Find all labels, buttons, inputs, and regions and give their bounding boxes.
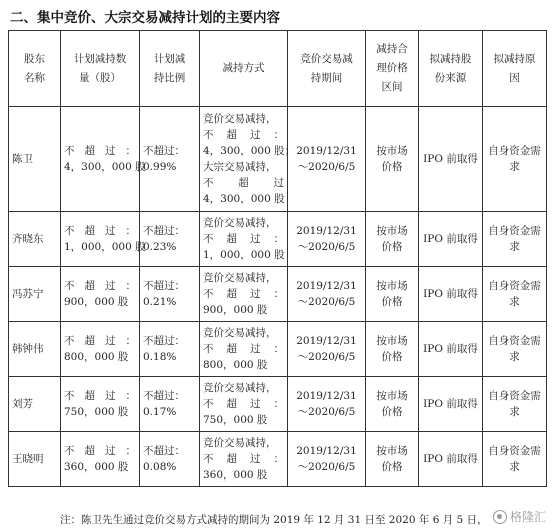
cell-method: 竞价交易减持， 不 超 过 ： 800，000 股: [200, 322, 288, 377]
section-title: 二、集中竞价、大宗交易减持计划的主要内容: [10, 10, 280, 26]
table-header-row: [9, 31, 547, 107]
footnote: 注：陈卫先生通过竞价交易方式减持的期间为 2019 年 12 月 31 日至 2020 年 6 月 5 日，: [60, 514, 488, 526]
header-reduction-method: 减持方式: [200, 31, 288, 107]
cell-name: 冯苏宁: [9, 267, 61, 322]
cell-source: IPO 前取得: [419, 107, 483, 212]
cell-reason: 自身资金需 求: [483, 377, 547, 432]
cell-ratio: 不超过：0.99%: [140, 107, 200, 212]
reduction-plan-table: [8, 30, 547, 487]
cell-name: 陈卫: [9, 107, 61, 212]
cell-source: IPO 前取得: [419, 267, 483, 322]
cell-method: 竞价交易减持， 不 超 过 ： 4，300，000 股； 大宗交易减持， 不 超 过 4，300，000 股: [200, 107, 288, 212]
cell-period: 2019/12/31 ～2020/6/5: [288, 212, 366, 267]
cell-quantity: 不 超 过 ： 750，000 股: [61, 377, 140, 432]
cell-reason: 自身资金需 求: [483, 432, 547, 487]
cell-method: 竞价交易减持， 不 超 过 ： 1，000，000 股: [200, 212, 288, 267]
watermark-text: 格隆汇: [509, 510, 546, 524]
cell-quantity: 不 超 过 ： 900，000 股: [61, 267, 140, 322]
cell-period: 2019/12/31 ～2020/6/5: [288, 322, 366, 377]
table-row: [9, 107, 547, 212]
table-row: [9, 322, 547, 377]
cell-name: 齐晓东: [9, 212, 61, 267]
table-row: [9, 212, 547, 267]
cell-method: 竞价交易减持， 不 超 过 ： 750，000 股: [200, 377, 288, 432]
cell-ratio: 不超过：0.17%: [140, 377, 200, 432]
cell-period: 2019/12/31 ～2020/6/5: [288, 377, 366, 432]
header-share-source: 拟减持股 份来源: [419, 31, 483, 107]
cell-method: 竞价交易减持， 不 超 过 ： 360，000 股: [200, 432, 288, 487]
cell-quantity: 不 超 过 ： 360，000 股: [61, 432, 140, 487]
cell-ratio: 不超过：0.21%: [140, 267, 200, 322]
cell-quantity: 不 超 过 ： 1，000，000 股: [61, 212, 140, 267]
header-price-range: 减持合 理价格 区间: [366, 31, 419, 107]
header-reduction-reason: 拟减持原 因: [483, 31, 547, 107]
cell-price: 按市场 价格: [366, 212, 419, 267]
header-planned-quantity: 计划减持数 量（股）: [61, 31, 140, 107]
cell-reason: 自身资金需 求: [483, 267, 547, 322]
table-row: [9, 377, 547, 432]
cell-price: 按市场 价格: [366, 432, 419, 487]
cell-name: 王晓明: [9, 432, 61, 487]
cell-period: 2019/12/31 ～2020/6/5: [288, 107, 366, 212]
header-bidding-period: 竞价交易减 持期间: [288, 31, 366, 107]
cell-price: 按市场 价格: [366, 322, 419, 377]
cell-quantity: 不 超 过 ： 4，300，000 股: [61, 107, 140, 212]
cell-source: IPO 前取得: [419, 377, 483, 432]
cell-price: 按市场 价格: [366, 107, 419, 212]
header-planned-ratio: 计划减 持比例: [140, 31, 200, 107]
watermark: [491, 508, 548, 525]
cell-period: 2019/12/31 ～2020/6/5: [288, 432, 366, 487]
cell-source: IPO 前取得: [419, 432, 483, 487]
header-shareholder-name: 股东 名称: [9, 31, 61, 107]
cell-source: IPO 前取得: [419, 212, 483, 267]
cell-price: 按市场 价格: [366, 267, 419, 322]
cell-reason: 自身资金需 求: [483, 212, 547, 267]
cell-reason: 自身资金需 求: [483, 322, 547, 377]
table-row: [9, 432, 547, 487]
cell-reason: 自身资金需 求: [483, 107, 547, 212]
cell-price: 按市场 价格: [366, 377, 419, 432]
cell-method: 竞价交易减持， 不 超 过 ： 900，000 股: [200, 267, 288, 322]
cell-source: IPO 前取得: [419, 322, 483, 377]
cell-ratio: 不超过：0.23%: [140, 212, 200, 267]
cell-ratio: 不超过：0.18%: [140, 322, 200, 377]
cell-name: 韩钟伟: [9, 322, 61, 377]
cell-quantity: 不 超 过 ： 800，000 股: [61, 322, 140, 377]
cell-period: 2019/12/31 ～2020/6/5: [288, 267, 366, 322]
cell-ratio: 不超过：0.08%: [140, 432, 200, 487]
cell-name: 刘芳: [9, 377, 61, 432]
brand-logo-icon: [493, 510, 507, 524]
table-row: [9, 267, 547, 322]
